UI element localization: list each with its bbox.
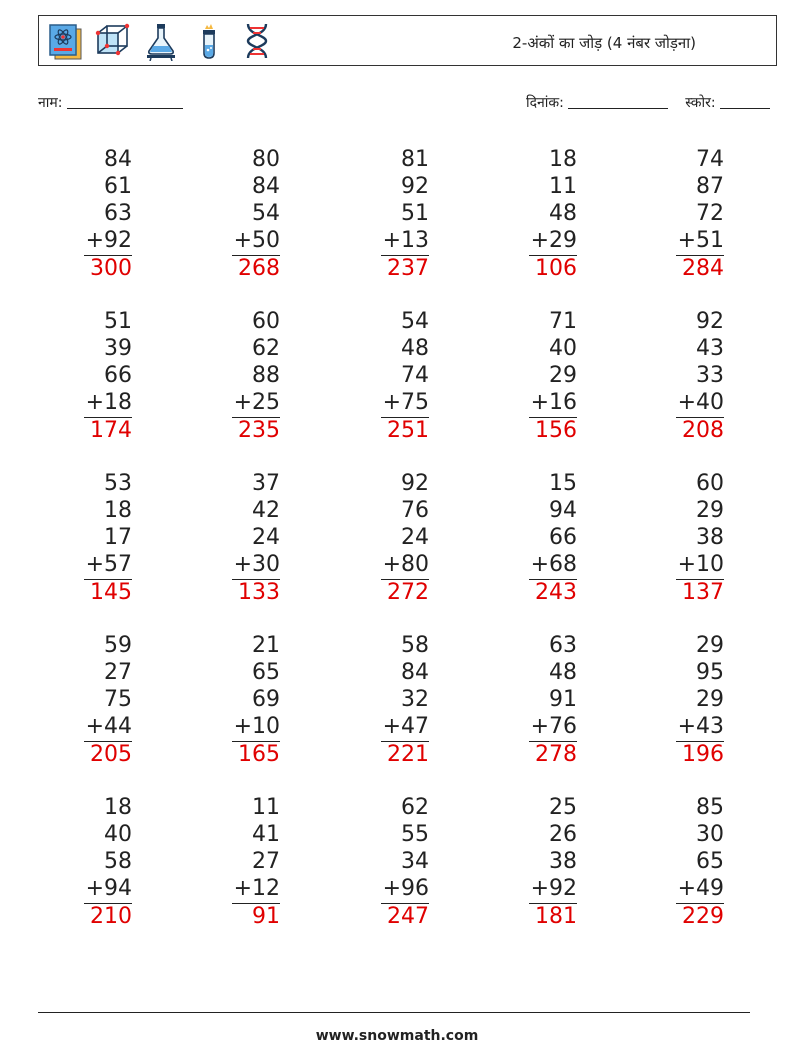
dna-icon bbox=[237, 21, 277, 61]
answer: 137 bbox=[682, 580, 724, 605]
addend: 85 bbox=[696, 795, 724, 820]
addend: 69 bbox=[252, 687, 280, 712]
addend: 18 bbox=[104, 795, 132, 820]
addend: 55 bbox=[401, 822, 429, 847]
addend: 40 bbox=[549, 336, 577, 361]
addend: 84 bbox=[104, 147, 132, 172]
date-score-fields bbox=[526, 93, 770, 112]
score-blank[interactable] bbox=[720, 94, 770, 109]
addition-problem bbox=[381, 470, 429, 606]
date-label: दिनांक: bbox=[525, 95, 564, 111]
addend: 51 bbox=[104, 309, 132, 334]
worksheet-title: 2-अंकों का जोड़ (4 नंबर जोड़ना) bbox=[512, 34, 696, 52]
addend: 39 bbox=[104, 336, 132, 361]
addend: 74 bbox=[696, 147, 724, 172]
addend: 66 bbox=[104, 363, 132, 388]
addition-problem bbox=[232, 146, 280, 282]
addition-problem bbox=[381, 308, 429, 444]
answer: 247 bbox=[387, 904, 429, 929]
addend-with-plus: +40 bbox=[677, 390, 724, 415]
addition-problem bbox=[381, 146, 429, 282]
addend: 66 bbox=[549, 525, 577, 550]
addend: 43 bbox=[696, 336, 724, 361]
addend-with-plus: +50 bbox=[233, 228, 280, 253]
answer: 235 bbox=[238, 418, 280, 443]
addend: 48 bbox=[401, 336, 429, 361]
addition-problem bbox=[529, 632, 577, 768]
answer: 106 bbox=[535, 256, 577, 281]
addition-problem bbox=[381, 632, 429, 768]
addend-with-plus: +10 bbox=[677, 552, 724, 577]
addend: 92 bbox=[401, 174, 429, 199]
addend: 34 bbox=[401, 849, 429, 874]
addend-with-plus: +51 bbox=[677, 228, 724, 253]
answer: 181 bbox=[535, 904, 577, 929]
addend-with-plus: +75 bbox=[382, 390, 429, 415]
addend: 94 bbox=[549, 498, 577, 523]
addend: 29 bbox=[696, 687, 724, 712]
addend: 26 bbox=[549, 822, 577, 847]
addend: 33 bbox=[696, 363, 724, 388]
addend: 29 bbox=[696, 498, 724, 523]
addend: 41 bbox=[252, 822, 280, 847]
addition-problem bbox=[84, 632, 132, 768]
addition-problem bbox=[676, 308, 724, 444]
answer: 237 bbox=[387, 256, 429, 281]
addition-problem bbox=[84, 470, 132, 606]
addend: 80 bbox=[252, 147, 280, 172]
answer: 205 bbox=[90, 742, 132, 767]
addend: 40 bbox=[104, 822, 132, 847]
answer: 251 bbox=[387, 418, 429, 443]
addend: 29 bbox=[696, 633, 724, 658]
answer: 278 bbox=[535, 742, 577, 767]
addend: 37 bbox=[252, 471, 280, 496]
addend: 38 bbox=[549, 849, 577, 874]
addition-problem bbox=[529, 146, 577, 282]
addend: 30 bbox=[696, 822, 724, 847]
answer: 229 bbox=[682, 904, 724, 929]
atom-book-icon bbox=[45, 21, 85, 61]
addend: 18 bbox=[549, 147, 577, 172]
addend-with-plus: +76 bbox=[530, 714, 577, 739]
addition-problem bbox=[84, 308, 132, 444]
answer: 243 bbox=[535, 580, 577, 605]
addend: 58 bbox=[104, 849, 132, 874]
addend-with-plus: +12 bbox=[233, 876, 280, 901]
date-blank[interactable] bbox=[568, 94, 668, 109]
addend: 27 bbox=[252, 849, 280, 874]
addend: 71 bbox=[549, 309, 577, 334]
addend-with-plus: +96 bbox=[382, 876, 429, 901]
addend: 75 bbox=[104, 687, 132, 712]
addend: 88 bbox=[252, 363, 280, 388]
addend-with-plus: +94 bbox=[85, 876, 132, 901]
addend-with-plus: +43 bbox=[677, 714, 724, 739]
addend: 58 bbox=[401, 633, 429, 658]
addend: 48 bbox=[549, 660, 577, 685]
addend: 53 bbox=[104, 471, 132, 496]
addend: 29 bbox=[549, 363, 577, 388]
addend-with-plus: +92 bbox=[85, 228, 132, 253]
addend: 72 bbox=[696, 201, 724, 226]
addition-problem bbox=[232, 308, 280, 444]
header-icons bbox=[45, 21, 277, 61]
addend-with-plus: +18 bbox=[85, 390, 132, 415]
addend: 65 bbox=[696, 849, 724, 874]
addend: 62 bbox=[401, 795, 429, 820]
addend: 17 bbox=[104, 525, 132, 550]
addend: 21 bbox=[252, 633, 280, 658]
name-label: नाम: bbox=[38, 95, 63, 111]
addend: 11 bbox=[549, 174, 577, 199]
flask-icon bbox=[141, 21, 181, 61]
answer: 133 bbox=[238, 580, 280, 605]
footer-site: www.snowmath.com bbox=[315, 1028, 479, 1044]
addend-with-plus: +29 bbox=[530, 228, 577, 253]
addition-problem bbox=[232, 794, 280, 930]
answer: 210 bbox=[90, 904, 132, 929]
addend: 38 bbox=[696, 525, 724, 550]
addition-problem bbox=[529, 794, 577, 930]
addend: 18 bbox=[104, 498, 132, 523]
addend-with-plus: +47 bbox=[382, 714, 429, 739]
name-field bbox=[38, 93, 183, 112]
addend-with-plus: +13 bbox=[382, 228, 429, 253]
addend-with-plus: +49 bbox=[677, 876, 724, 901]
addend-with-plus: +57 bbox=[85, 552, 132, 577]
addition-problem bbox=[84, 794, 132, 930]
addend: 54 bbox=[252, 201, 280, 226]
addend: 84 bbox=[252, 174, 280, 199]
addend: 62 bbox=[252, 336, 280, 361]
name-blank[interactable] bbox=[67, 94, 183, 109]
addend: 11 bbox=[252, 795, 280, 820]
answer: 221 bbox=[387, 742, 429, 767]
addend: 63 bbox=[549, 633, 577, 658]
addend-with-plus: +30 bbox=[233, 552, 280, 577]
answer: 156 bbox=[535, 418, 577, 443]
addend: 74 bbox=[401, 363, 429, 388]
addend: 24 bbox=[252, 525, 280, 550]
cube-icon bbox=[93, 21, 133, 61]
footer-divider bbox=[38, 1012, 750, 1013]
addend: 92 bbox=[696, 309, 724, 334]
answer: 272 bbox=[387, 580, 429, 605]
addend: 63 bbox=[104, 201, 132, 226]
addend-with-plus: +80 bbox=[382, 552, 429, 577]
answer: 268 bbox=[238, 256, 280, 281]
answer: 284 bbox=[682, 256, 724, 281]
addend-with-plus: +68 bbox=[530, 552, 577, 577]
addend: 76 bbox=[401, 498, 429, 523]
addend: 25 bbox=[549, 795, 577, 820]
score-label: स्कोर: bbox=[685, 95, 716, 111]
addend: 87 bbox=[696, 174, 724, 199]
addend-with-plus: +10 bbox=[233, 714, 280, 739]
addend: 65 bbox=[252, 660, 280, 685]
addend: 92 bbox=[401, 471, 429, 496]
addend-with-plus: +16 bbox=[530, 390, 577, 415]
answer: 300 bbox=[90, 256, 132, 281]
addend: 54 bbox=[401, 309, 429, 334]
test-tube-icon bbox=[189, 21, 229, 61]
addend: 51 bbox=[401, 201, 429, 226]
addend: 95 bbox=[696, 660, 724, 685]
answer: 165 bbox=[238, 742, 280, 767]
addition-problem bbox=[529, 308, 577, 444]
answer: 174 bbox=[90, 418, 132, 443]
addition-problem bbox=[676, 632, 724, 768]
addend: 91 bbox=[549, 687, 577, 712]
addition-problem bbox=[676, 146, 724, 282]
addition-problem bbox=[676, 794, 724, 930]
addition-problem bbox=[381, 794, 429, 930]
addend: 15 bbox=[549, 471, 577, 496]
answer: 91 bbox=[252, 904, 280, 929]
addition-problem bbox=[84, 146, 132, 282]
addend: 48 bbox=[549, 201, 577, 226]
answer: 196 bbox=[682, 742, 724, 767]
addend-with-plus: +92 bbox=[530, 876, 577, 901]
worksheet-header bbox=[38, 15, 777, 66]
addend-with-plus: +25 bbox=[233, 390, 280, 415]
addition-problem bbox=[529, 470, 577, 606]
addend: 60 bbox=[252, 309, 280, 334]
addend: 27 bbox=[104, 660, 132, 685]
answer: 208 bbox=[682, 418, 724, 443]
addend: 32 bbox=[401, 687, 429, 712]
answer: 145 bbox=[90, 580, 132, 605]
addition-problem bbox=[676, 470, 724, 606]
addend: 81 bbox=[401, 147, 429, 172]
addend: 84 bbox=[401, 660, 429, 685]
addend: 60 bbox=[696, 471, 724, 496]
addend: 42 bbox=[252, 498, 280, 523]
addend-with-plus: +44 bbox=[85, 714, 132, 739]
addend: 59 bbox=[104, 633, 132, 658]
addend: 24 bbox=[401, 525, 429, 550]
addition-problem bbox=[232, 632, 280, 768]
addition-problem bbox=[232, 470, 280, 606]
addend: 61 bbox=[104, 174, 132, 199]
